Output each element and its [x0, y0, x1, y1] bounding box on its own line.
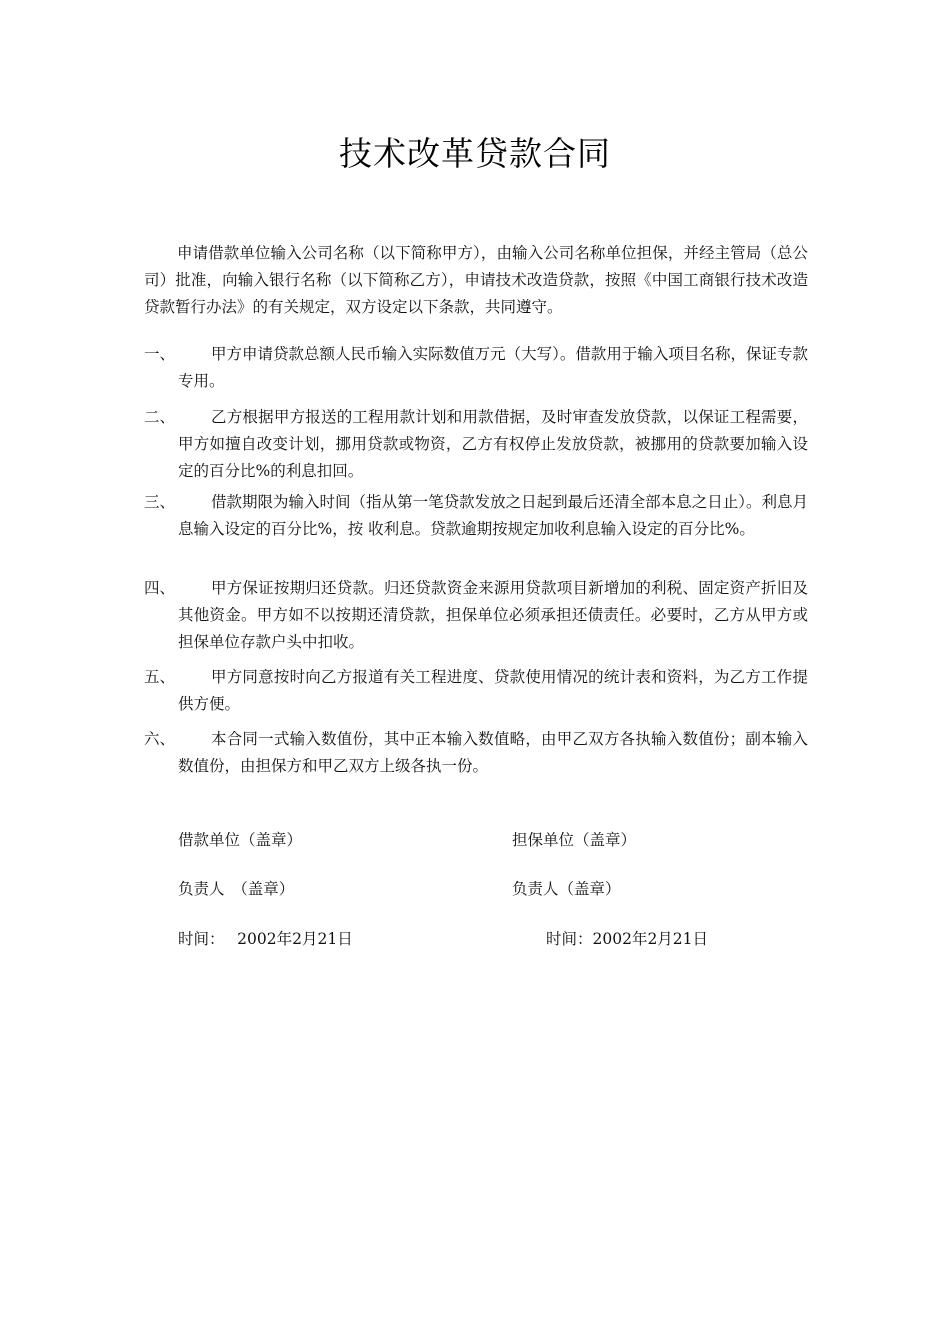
- guarantor-person-signature: 负责人（盖章）: [512, 880, 621, 898]
- clause-number: 三、: [144, 493, 176, 511]
- borrower-person-signature: 负责人 （盖章）: [178, 880, 295, 898]
- clause-number: 六、: [144, 730, 176, 748]
- clause-text: 借款期限为输入时间（指从第一笔贷款发放之日起到最后还清全部本息之日止）。利息月息输入设定的百分比%，按 收利息。贷款逾期按规定加收利息输入设定的百分比%。: [178, 493, 808, 538]
- clause-text: 本合同一式输入数值份，其中正本输入数值略，由甲乙双方各执输入数值份；副本输入数值份，由担保方和甲乙双方上级各执一份。: [178, 730, 808, 775]
- guarantor-date: 时间：2002年2月21日: [546, 930, 709, 948]
- clause-number: 二、: [144, 408, 176, 426]
- clause-5: [144, 664, 808, 718]
- clause-text: 甲方同意按时向乙方报道有关工程进度、贷款使用情况的统计表和资料，为乙方工作提供方便。: [178, 668, 808, 713]
- borrower-date: 时间： 2002年2月21日: [178, 930, 353, 948]
- guarantor-unit-signature: 担保单位（盖章）: [512, 831, 637, 849]
- clause-number: 一、: [144, 345, 176, 363]
- clause-number: 四、: [144, 579, 176, 597]
- borrower-unit-signature: 借款单位（盖章）: [178, 831, 303, 849]
- document-title: 技术改革贷款合同: [339, 134, 611, 173]
- clause-2: [144, 404, 808, 485]
- clause-text: 乙方根据甲方报送的工程用款计划和用款借据，及时审查发放贷款，以保证工程需要，甲方如擅自改变计划，挪用贷款或物资，乙方有权停止发放贷款，被挪用的贷款要加输入设定的百分比%的利息扣回。: [178, 408, 808, 480]
- clause-text: 甲方保证按期归还贷款。归还贷款资金来源用贷款项目新增加的利税、固定资产折旧及其他资金。甲方如不以按期还清贷款，担保单位必须承担还债责任。必要时，乙方从甲方或担保单位存款户头中扣收。: [178, 579, 808, 651]
- clause-4: [144, 575, 808, 656]
- clause-number: 五、: [144, 668, 176, 686]
- clause-6: [144, 726, 808, 780]
- clause-3: [144, 489, 808, 543]
- clause-text: 甲方申请贷款总额人民币输入实际数值万元（大写）。借款用于输入项目名称，保证专款专用。: [178, 345, 808, 390]
- intro-paragraph: 申请借款单位输入公司名称（以下简称甲方），由输入公司名称单位担保，并经主管局（总公司）批准，向输入银行名称（以下简称乙方），申请技术改造贷款，按照《中国工商银行技术改造贷款暂行办法》的有关规定，双方设定以下条款，共同遵守。: [144, 244, 808, 316]
- clause-1: [144, 341, 808, 395]
